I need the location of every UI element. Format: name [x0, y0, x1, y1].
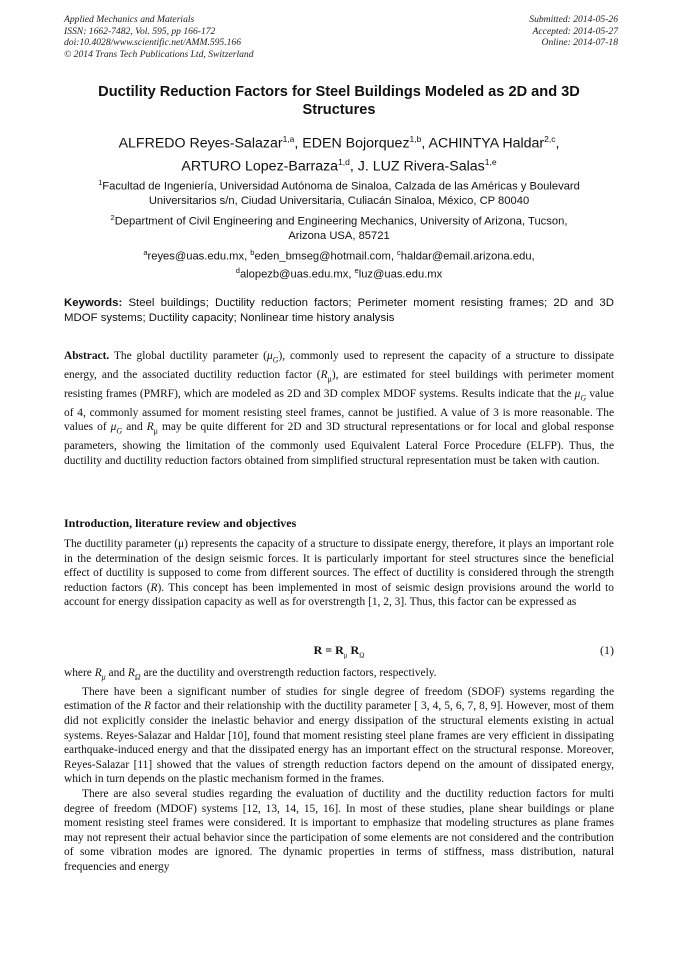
affiliation-2: $^2$Department of Civil Engineering and Engineering Mechanics, University of Arizona, Tucson, Arizona USA, 85721	[110, 213, 568, 243]
email-link[interactable]: haldar@email.arizona.edu	[400, 250, 532, 263]
accepted-date: Accepted: 2014-05-27	[532, 25, 618, 37]
email-list: $^a$reyes@uas.edu.mx, $^b$eden_bmseg@hotmail.com, $^c$haldar@email.arizona.edu, $^d$alopezb@uas.edu.mx, $^e$luz@uas.edu.mx	[143, 248, 535, 281]
affiliation-1: $^1$Facultad de Ingeniería, Universidad Autónoma de Sinaloa, Calzada de las Américas y Boulevard Universitarios s/n, Ciudad Universitaria, Culiacán Sinaloa, México, CP 80040	[98, 178, 580, 208]
author: ARTURO Lopez-Barraza	[181, 158, 339, 175]
doi[interactable]: doi:10.4028/www.scientific.net/AMM.595.166	[64, 37, 242, 48]
email-link[interactable]: eden_bmseg@hotmail.com	[254, 250, 391, 263]
equation-body: $R = R_\mu$ $R_\Omega$	[313, 643, 365, 660]
intro-paragraph-1: The ductility parameter (μ) represents the capacity of a structure to dissipate energy, therefore, it plays an important role in the determination of the design seismic forces. It is particularly important for steel structures since the beneficial effect of ductility is supposed to come from different sources. The effect of ductility is considered through the strength reduction factors (R). This concept has been implemented in most of seismic design provisions around the world to account for energy dissipation capacity as well as for overstrength [1, 2, 3]. Thus, this factor can be expressed as	[64, 538, 615, 609]
author-list: ALFREDO Reyes-Salazar$^{1,a}$, EDEN Bojorquez$^{1,b}$, ACHINTYA Haldar$^{2,c}$, ARTURO Lopez-Barraza$^{1,d}$, J. LUZ Rivera-Salas$^{1,e}$	[118, 134, 560, 175]
intro-paragraph-3: There are also several studies regarding the evaluation of ductility and the ductility reduction factors for multi degree of freedom (MDOF) systems [12, 13, 14, 15, 16]. In most of these studies, plane shear buildings or plane moment resisting steel frames were considered. It is important to emphasize that modeling structures as plane frames may not represent their actual behavior since the participation of some elements are not considered and the contribution of some vibration modes are ignored. The dynamic properties in terms of stiffness, mass distribution, natural frequencies and energy	[64, 788, 614, 873]
equation-1	[64, 643, 614, 659]
online-date: Online: 2014-07-18	[541, 37, 618, 48]
issn: ISSN: 1662-7482, Vol. 595, pp 166-172	[64, 25, 216, 37]
author: J. LUZ Rivera-Salas	[357, 158, 485, 175]
email-link[interactable]: luz@uas.edu.mx	[358, 268, 443, 281]
email-link[interactable]: alopezb@uas.edu.mx	[239, 268, 349, 281]
keywords	[64, 296, 614, 326]
keywords-text: Steel buildings; Ductility reduction factors; Perimeter moment resisting frames; 2D and 3D MDOF systems; Ductility capacity; Nonlinear time history analysis	[64, 297, 614, 324]
journal-name: Applied Mechanics and Materials	[64, 14, 195, 25]
journal-header	[64, 14, 254, 60]
submitted-date: Submitted: 2014-05-26	[529, 14, 618, 25]
where-clause: where $R_\mu$ and $R_\Omega$ are the ductility and overstrength reduction factors, respectively.	[64, 667, 437, 682]
abstract-label: Abstract.	[64, 350, 110, 362]
author: ALFREDO Reyes-Salazar	[118, 135, 283, 152]
intro-body	[64, 666, 614, 875]
intro-paragraph-2: There have been a significant number of studies for single degree of freedom (SDOF) systems regarding the estimation of the R factor and their relationship with the ductility parameter [ 3, 4, 5, 6, 7, 8, 9]. However, most of them did not explicitly consider the inelastic behavior and energy dissipation of the structural elements existing in actual systems. Reyes-Salazar and Haldar [10], found that moment resisting steel plane frames are very efficient in dissipating earthquake-induced energy and that the dissipated energy has an important effect on the structural response. Moreover, Reyes-Salazar [11] showed that the values of strength reduction factors depend on the amount of dissipated energy, which in turn depends on the plastic mechanism formed in the frames.	[64, 685, 614, 786]
author: EDEN Bojorquez	[302, 135, 410, 152]
copyright: © 2014 Trans Tech Publications Ltd, Switzerland	[64, 48, 254, 60]
author: ACHINTYA Haldar	[428, 135, 545, 152]
section-heading: Introduction, literature review and objectives	[64, 516, 297, 530]
keywords-label: Keywords:	[64, 297, 123, 309]
dates-header	[529, 14, 618, 49]
email-link[interactable]: reyes@uas.edu.mx	[147, 250, 245, 263]
paper-title: Ductility Reduction Factors for Steel Buildings Modeled as 2D and 3D Structures	[98, 84, 580, 118]
abstract: Abstract. The global ductility parameter $(\mu_G)$, commonly used to represent the capacity of a structure to dissipate energy, and the associated ductility reduction factor $(R_\mu)$, are estimated for steel buildings with perimeter moment resisting frames (PMRF), which are modeled as 2D and 3D complex MDOF systems. Results indicate that the $\mu_G$ value of 4, commonly assumed for moment resisting steel frames, cannot be justified. A value of 3 is more reasonable. The values of $\mu_G$ and $R_\mu$ may be quite different for 2D and 3D structural representations or for local and global response parameters, showing the limitation of the commonly used Equivalent Lateral Force Procedure (ELFP). Thus, the ductility and ductility reduction factors obtained from simplified structural representation must be taken with caution.	[64, 350, 614, 467]
equation-number: (1)	[600, 643, 614, 657]
